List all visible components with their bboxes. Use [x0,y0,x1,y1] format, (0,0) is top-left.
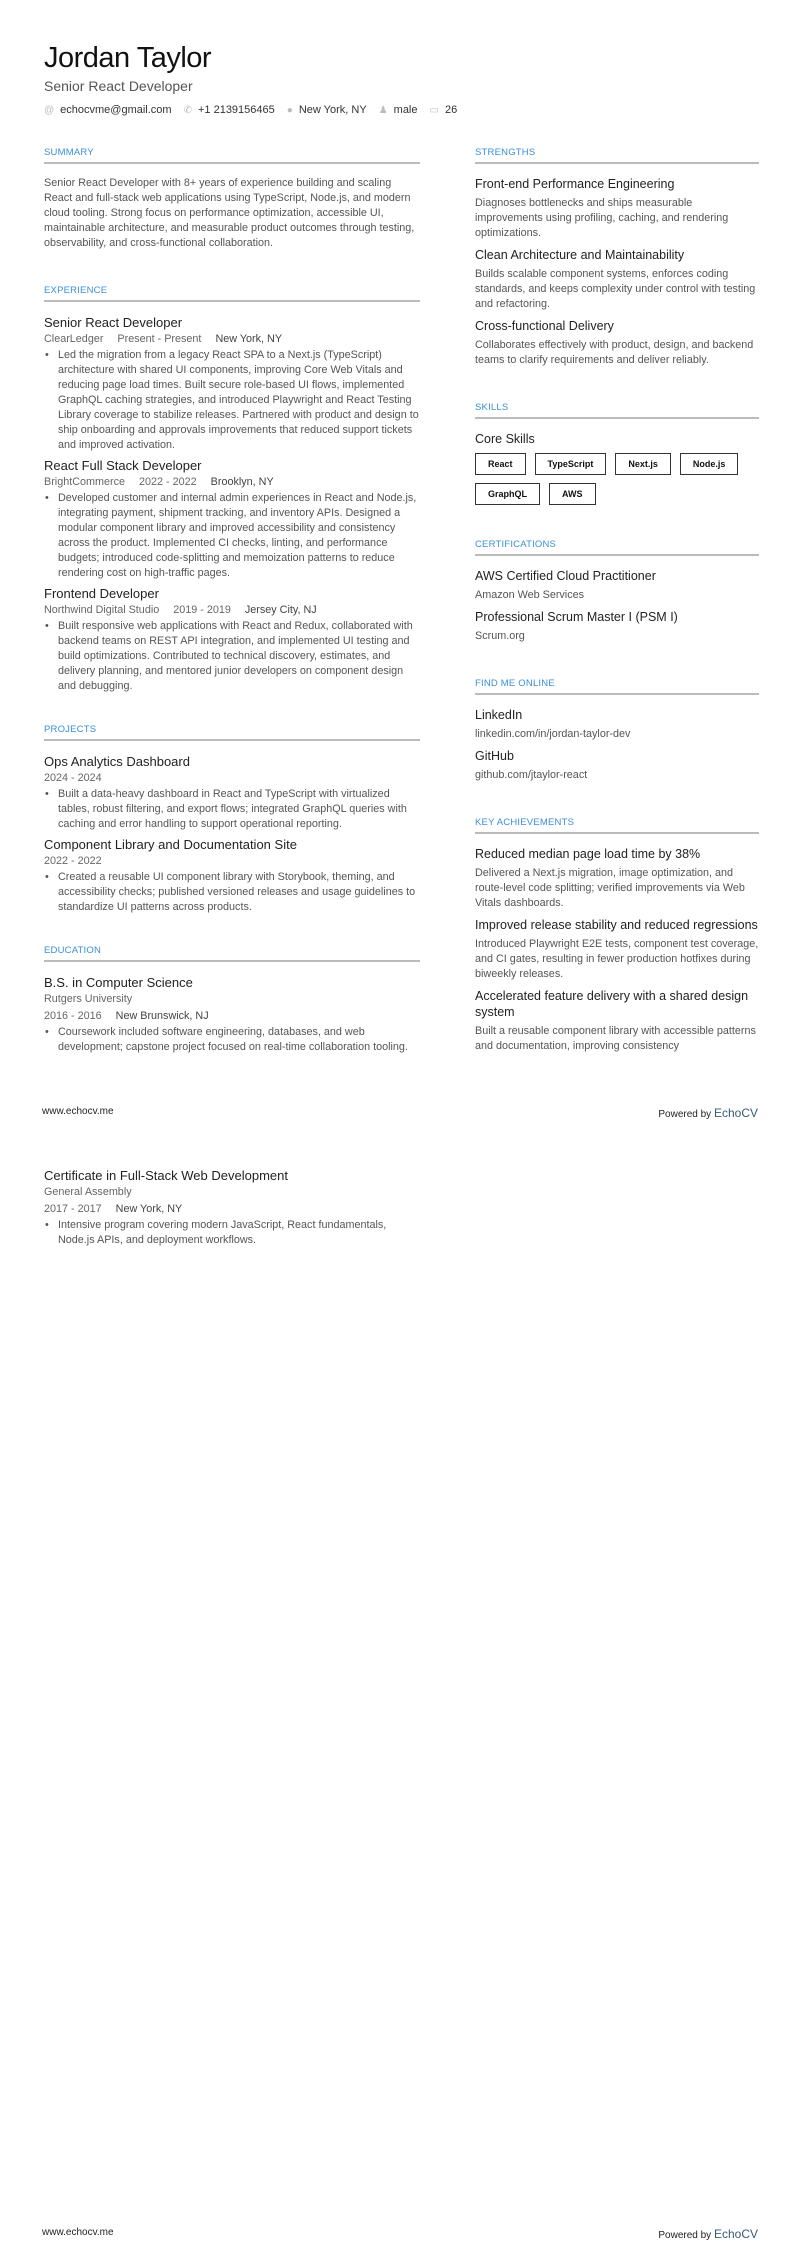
dates: 2024 - 2024 [44,772,102,784]
skill-chips [475,453,759,505]
summary-section [44,147,420,251]
project-item [44,753,420,832]
left-column-continued [44,1165,420,1252]
online-section [475,678,759,783]
job-meta [44,331,420,348]
cert-title: Professional Scrum Master I (PSM I) [475,610,678,624]
contact-email: @ echocvme@gmail.com [44,104,172,116]
skill-chip: React [475,453,526,475]
company: ClearLedger [44,333,104,345]
phone-icon: ✆ [183,105,192,116]
degree: B.S. in Computer Science [44,975,193,990]
skill-chip: Next.js [615,453,671,475]
calendar-icon: ▭ [429,105,439,116]
contact-info [44,104,457,116]
bullet: • Built responsive web applications with React and Redux, collaborated with backend teams on REST API integration, and implemented UI testing and build optimizations. Contributed to technical discovery, estimates, and delivery planning, and mentored junior developers on component design and debugging. [44,619,420,694]
page-2 [0,1123,794,2246]
dates: 2022 - 2022 [139,476,197,488]
section-heading: KEY ACHIEVEMENTS [475,817,759,834]
job-meta [44,602,420,619]
email-icon: @ [44,105,55,116]
page-footer [42,2227,758,2241]
location: Jersey City, NJ [244,604,317,616]
location: New York, NY [215,333,283,345]
strengths-section [475,147,759,368]
summary-text: Senior React Developer with 8+ years of experience building and scaling React and full-stack web applications using TypeScript, Node.js, and modern cloud tooling. Strong focus on performance optimization, accessible UI, maintainable architecture, and measurable product outcomes through testing, observability, and cross-functional collaboration. [44,177,415,249]
experience-item [44,585,420,694]
company: Northwind Digital Studio [44,604,160,616]
dates: Present - Present [117,333,202,345]
achievement-title: Reduced median page load time by 38% [475,847,701,861]
skill-chip: Node.js [680,453,739,475]
location: New York, NY [115,1203,183,1215]
site-link[interactable]: www.echocv.me [42,2227,114,2238]
project-title: Component Library and Documentation Site [44,837,297,852]
achievement-text: Built a reusable component library with accessible patterns and documentation, improving consistency [475,1025,756,1052]
right-column [475,147,759,1088]
bullet: • Created a reusable UI component library with Storybook, theming, and accessibility checks; published versioned releases and usage guidelines to standardize UI patterns across products. [44,870,420,915]
education-item [44,1167,420,1248]
job-title: Senior React Developer [44,315,183,330]
school: Rutgers University [44,993,133,1005]
degree: Certificate in Full-Stack Web Development [44,1168,288,1183]
brand-logo: EchoCV [713,1106,758,1120]
powered-by: Powered by EchoCV [658,1106,758,1120]
profile-link[interactable]: linkedin.com/in/jordan-taylor-dev [475,728,631,740]
location-icon: ● [286,105,293,116]
cert-issuer: Amazon Web Services [475,589,585,601]
strength-title: Front-end Performance Engineering [475,177,675,191]
strength-text: Diagnoses bottlenecks and ships measurable improvements using profiling, caching, and rendering optimizations. [475,197,729,239]
dates: 2016 - 2016 [44,1010,102,1022]
profile-title: LinkedIn [475,708,523,722]
location: New Brunswick, NJ [115,1010,209,1022]
powered-by: Powered by EchoCV [658,2227,758,2241]
section-heading: EXPERIENCE [44,285,420,302]
bullet: • Coursework included software engineering, databases, and web development; capstone project focused on real-time collaboration tooling. [44,1025,420,1055]
contact-location: ● New York, NY [286,104,367,116]
section-heading: EDUCATION [44,945,420,962]
experience-item [44,314,420,453]
experience-item [44,457,420,581]
section-heading: SKILLS [475,402,759,419]
strength-title: Clean Architecture and Maintainability [475,248,685,262]
skill-chip: AWS [549,483,596,505]
section-heading: CERTIFICATIONS [475,539,759,556]
strength-text: Builds scalable component systems, enforces coding standards, and keeps complexity under control with testing and refactoring. [475,268,756,310]
bullet: • Developed customer and internal admin experiences in React and Node.js, integrating payment, shipment tracking, and inventory APIs. Designed a modular component library and improved accessibility and consistency across the product. Implemented CI checks, linting, and performance budgets; introduced code-splitting and memoization patterns to reduce rendering cost on high-traffic pages. [44,491,420,581]
dates: 2022 - 2022 [44,855,102,867]
company: BrightCommerce [44,476,125,488]
candidate-name: Jordan Taylor [44,42,212,74]
section-heading: SUMMARY [44,147,420,164]
person-icon: ♟ [378,105,388,116]
cert-title: AWS Certified Cloud Practitioner [475,569,656,583]
contact-gender: ♟ male [378,104,418,116]
candidate-title: Senior React Developer [44,78,193,94]
cert-issuer: Scrum.org [475,630,525,642]
section-heading: PROJECTS [44,724,420,741]
edu-meta [44,1201,420,1218]
profile-title: GitHub [475,749,514,763]
achievement-title: Accelerated feature delivery with a shared design system [475,989,749,1019]
section-heading: STRENGTHS [475,147,759,164]
strength-text: Collaborates effectively with product, design, and backend teams to clarify requirements and deliver reliably. [475,339,754,366]
skills-section [475,402,759,505]
skill-group-title: Core Skills [475,432,535,446]
achievement-text: Delivered a Next.js migration, image optimization, and route-level code splitting; verified improvements via Web Vitals dashboards. [475,867,745,909]
skill-chip: TypeScript [535,453,607,475]
certifications-section [475,539,759,644]
brand-logo: EchoCV [713,2227,758,2241]
experience-section [44,285,420,694]
job-meta [44,474,420,491]
strength-title: Cross-functional Delivery [475,319,614,333]
edu-meta [44,1008,420,1025]
bullet: • Led the migration from a legacy React SPA to a Next.js (TypeScript) architecture with shared UI components, improving Core Web Vitals and reducing page load times. Built secure role-based UI flows, implemented GraphQL caching strategies, and introduced Playwright and React Testing Library coverage to stabilize releases. Partnered with product and design to ship onboarding and approvals improvements that reduced support tickets and improved activation. [44,348,420,453]
project-title: Ops Analytics Dashboard [44,754,190,769]
bullet: • Built a data-heavy dashboard in React and TypeScript with virtualized tables, robust filtering, and export flows; integrated GraphQL queries with caching and error handling to support operational reporting. [44,787,420,832]
job-title: Frontend Developer [44,586,159,601]
dates: 2017 - 2017 [44,1203,102,1215]
skill-chip: GraphQL [475,483,540,505]
project-item [44,836,420,915]
education-section [44,945,420,1055]
section-heading: FIND ME ONLINE [475,678,759,695]
job-title: React Full Stack Developer [44,458,202,473]
location: Brooklyn, NY [210,476,274,488]
bullet: • Intensive program covering modern JavaScript, React fundamentals, Node.js APIs, and deployment workflows. [44,1218,420,1248]
achievement-text: Introduced Playwright E2E tests, component test coverage, and CI gates, resulting in fewer production hotfixes during biweekly releases. [475,938,759,980]
site-link[interactable]: www.echocv.me [42,1106,114,1117]
achievements-section [475,817,759,1054]
education-item [44,974,420,1055]
achievement-title: Improved release stability and reduced regressions [475,918,758,932]
contact-phone: ✆ +1 2139156465 [183,104,275,116]
contact-age: ▭ 26 [429,104,458,116]
school: General Assembly [44,1186,132,1198]
dates: 2019 - 2019 [173,604,231,616]
profile-link[interactable]: github.com/jtaylor-react [475,769,588,781]
left-column [44,147,420,1089]
page-footer [42,1106,758,1120]
projects-section [44,724,420,915]
